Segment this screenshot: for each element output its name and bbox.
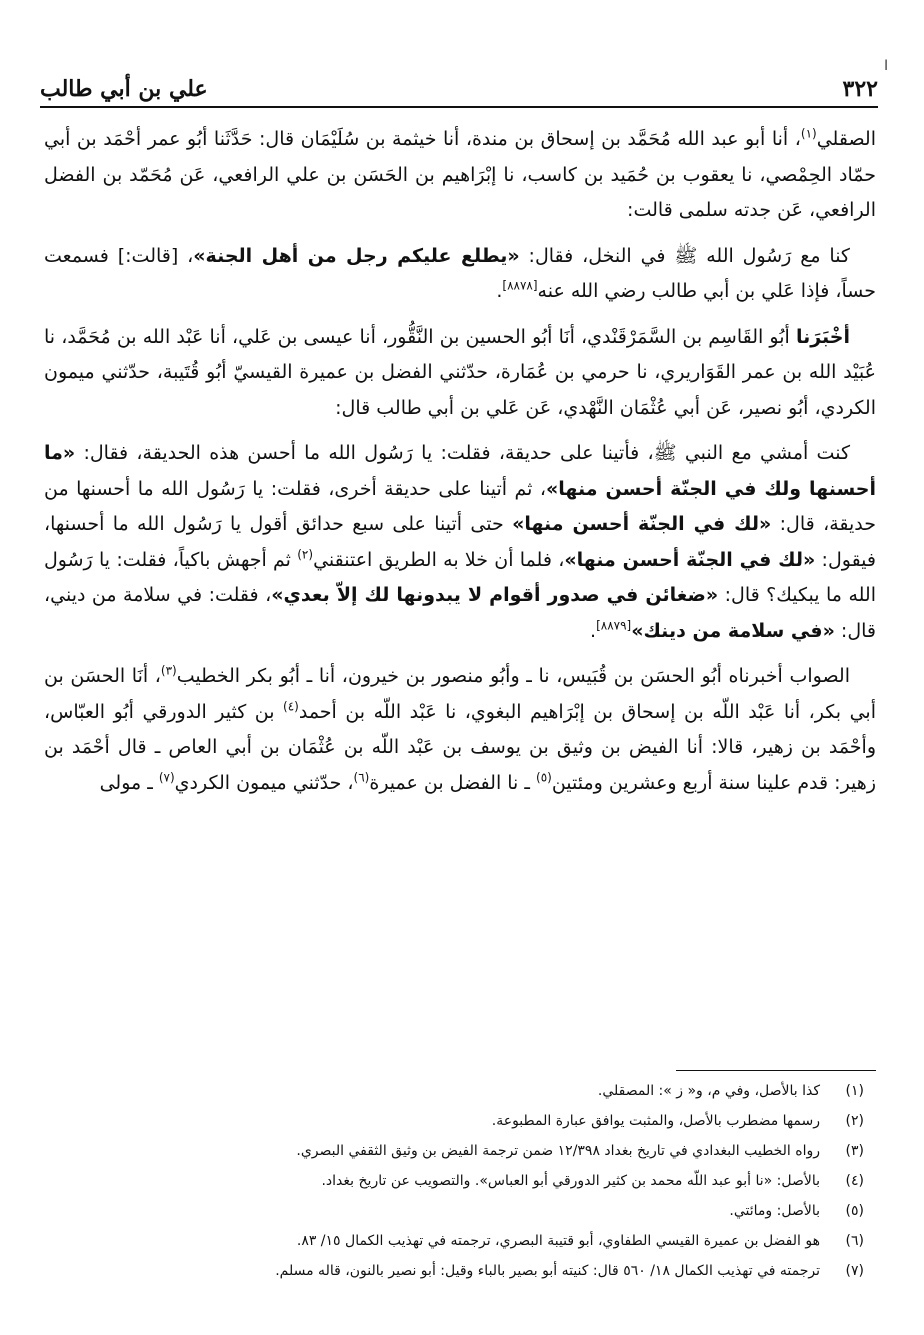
- quoted-saying: «في سلامة من دينك»: [631, 619, 835, 642]
- footnote-ref-1: (١): [800, 126, 817, 141]
- text-run: كنا مع رَسُول الله ﷺ في النخل، فقال:: [519, 244, 850, 267]
- footnote-text: ترجمته في تهذيب الكمال ١٨/ ٥٦٠ قال: كنيته أبو بصير بالباء وقيل: أبو نصير بالنون، قاله مسلم.: [275, 1263, 820, 1279]
- footnote-text: كذا بالأصل، وفي م، و« ز »: المصقلي.: [597, 1083, 820, 1099]
- footnote-ref-2: (٢): [297, 547, 314, 562]
- text-run: ، فقلت: في سلامة من ديني، قال:: [44, 584, 876, 642]
- footnote: [46, 1256, 864, 1286]
- footnote: [46, 1196, 864, 1226]
- text-run: بن كثير الدورقي أبُو العبّاس، وأحْمَد بن زهير، قالا: أنا الفيض بن وثيق بن يوسف بن عَبْد اللّه بن عُثْمَان بن أبي العاص ـ قال أحْمَد بن زهير: قدم علينا سنة أربع وعشرين ومئتين: [44, 700, 876, 794]
- text-run: الصواب أخبرناه أبُو الحسَن بن قُبَيس، نا ـ وأبُو منصور بن خيرون، أنا ـ أبُو بكر الخطيب: [176, 665, 850, 687]
- running-title: علي بن أبي طالب: [40, 76, 208, 102]
- footnote: [46, 1076, 864, 1106]
- footnote: [46, 1136, 864, 1166]
- text-run: أبُو القَاسِم بن السَّمَرْقَنْدي، أنَا أبُو الحسين بن النَّقُّور، أنا عيسى بن عَلي، أنا عَبْد الله بن مُحَمَّد، نا عُبَيْد الله بن عمر القَوَاريري، نا حرمي بن عُمَارة، حدّثني الفضل بن عميرة القيسيّ أبُو قُتَيبة، حدّثني ميمون الكردي، أبُو نصير، عَن أبي عُثْمَان النَّهْدي، عَن عَلي بن أبي طالب قال:: [44, 325, 876, 419]
- footnote-ref-6: (٦): [353, 770, 370, 785]
- paragraph-isnad-1: [44, 122, 876, 229]
- footnote-ref-5: (٥): [536, 770, 552, 785]
- text-run: ثم أجهش باكياً، فقلت: يا رَسُول الله ما يبكيك؟ قال:: [44, 548, 876, 606]
- text-run: ، أنَا الحسَن بن أبي بكر، أنا عَبْد اللّه بن إسحاق بن إبْرَاهيم البغوي، نا عَبْد اللّه بن أحمد: [44, 665, 876, 723]
- quoted-saying: «لك في الجنّة أحسن منها»: [512, 513, 772, 535]
- quoted-saying: «يطلع عليكم رجل من أهل الجنة»: [193, 244, 520, 267]
- paragraph-hadith-2: [44, 436, 876, 649]
- text-run: ، ثم أتينا على حديقة أخرى، فقلت: يا رَسُول الله ما أحسنها من حديقة، قال:: [44, 477, 877, 535]
- footnote-number: (٦): [845, 1233, 864, 1249]
- text-run: ـ مولى: [99, 771, 159, 794]
- footnote-number: (٣): [845, 1143, 864, 1159]
- text-run: .: [590, 619, 597, 642]
- quoted-saying: «ما أحسنها ولك في الجنّة أحسن منها»: [44, 442, 876, 500]
- paragraph-isnad-3: [44, 659, 876, 801]
- footnote-number: (٥): [845, 1203, 864, 1219]
- text-run: الصقلي: [816, 128, 876, 150]
- text-run: ، فلما أن خلا به الطريق اعتنقني: [313, 548, 565, 571]
- text-run: ، [قالت:] فسمعت حساً، فإذا عَلي بن أبي طالب رضي الله عنه: [44, 244, 876, 302]
- footnote-text: رواه الخطيب البغدادي في تاريخ بغداد ١٢/٣٩٨ ضمن ترجمة الفيض بن وثيق الثقفي البصري.: [296, 1143, 820, 1159]
- footnote-number: (٤): [845, 1173, 864, 1189]
- page-header: [40, 68, 878, 102]
- footnote-ref-3: (٣): [160, 663, 177, 678]
- hadith-number: [٨٨٧٩]: [596, 618, 632, 633]
- text-run: حتى أتينا على سبع حدائق أقول يا رَسُول الله ما أحسنها، فيقول:: [44, 513, 876, 571]
- footnote-ref-4: (٤): [283, 699, 299, 714]
- quoted-saying: «لك في الجنّة أحسن منها»: [564, 548, 816, 571]
- text-run: ، أنا أبو عبد الله مُحَمَّد بن إسحاق بن مندة، أنا خيثمة بن سُلَيْمَان قال: حَدَّثَنا أبُو عمر أحْمَد بن أبي حمّاد الحِمْصي، نا يعقوب بن حُمَيد بن كاسب، نا إبْرَاهيم بن الحَسَن بن علي الرافعي، عَن مُحَمّد بن الفضل الرافعي، عَن جدته سلمى قالت:: [44, 128, 876, 221]
- quoted-saying: «ضغائن في صدور أقوام لا يبدونها لك إلاّ بعدي»: [271, 584, 719, 606]
- footnotes: [46, 1076, 864, 1286]
- lead-word: أخْبَرَنا: [795, 325, 850, 348]
- footnote: [46, 1106, 864, 1136]
- footnote-number: (٢): [845, 1113, 864, 1129]
- footnote-ref-7: (٧): [158, 770, 175, 785]
- footnote-number: (٧): [845, 1263, 864, 1279]
- footnote-rule: [676, 1070, 876, 1071]
- footnote: [46, 1166, 864, 1196]
- footnote-text: هو الفضل بن عميرة القيسي الطفاوي، أبو قتيبة البصري، ترجمته في تهذيب الكمال ١٥/ ٨٣.: [296, 1233, 820, 1249]
- margin-mark: ا: [884, 58, 888, 74]
- header-rule: [40, 106, 878, 108]
- text-run: ـ نا الفضل بن عميرة: [369, 771, 536, 794]
- footnote-text: بالأصل: «نا أبو عبد اللّه محمد بن كثير الدورقي أبو العباس». والتصويب عن تاريخ بغداد.: [321, 1173, 820, 1189]
- main-text: [44, 122, 876, 811]
- paragraph-hadith-1: [44, 239, 876, 310]
- hadith-number: [٨٨٧٨]: [502, 278, 538, 293]
- page-number: ٣٢٢: [842, 76, 878, 102]
- footnote-text: رسمها مضطرب بالأصل، والمثبت يوافق عبارة المطبوعة.: [491, 1113, 820, 1129]
- footnote-text: بالأصل: ومائتي.: [729, 1203, 820, 1219]
- paragraph-isnad-2: [44, 320, 876, 427]
- text-run: كنت أمشي مع النبي ﷺ، فأتينا على حديقة، فقلت: يا رَسُول الله ما أحسن هذه الحديقة، فقال:: [75, 442, 850, 464]
- text-run: .: [496, 280, 503, 302]
- text-run: ، حدّثني ميمون الكردي: [174, 771, 354, 794]
- footnote: [46, 1226, 864, 1256]
- footnote-number: (١): [845, 1083, 864, 1099]
